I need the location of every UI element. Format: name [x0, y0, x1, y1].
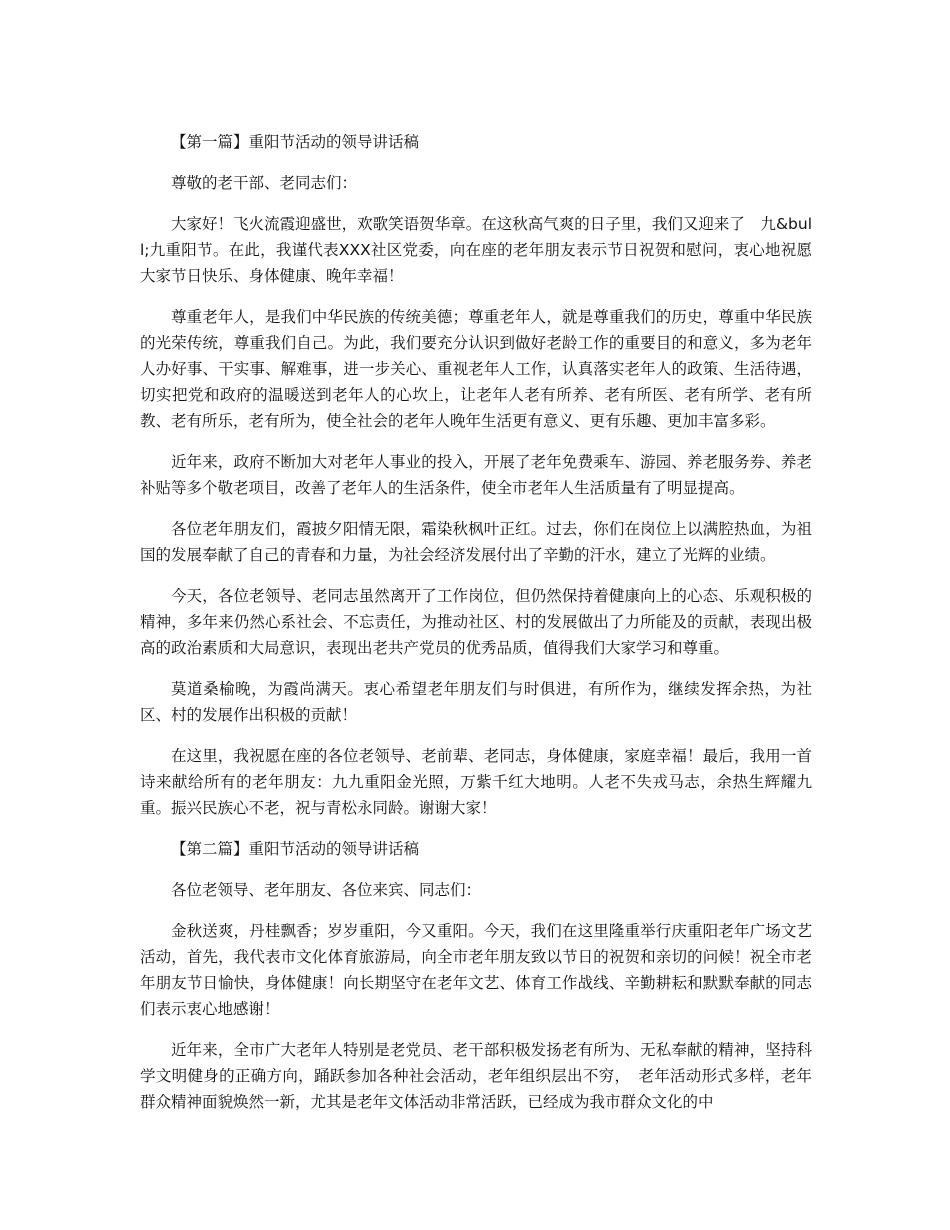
salutation-2: 各位老领导、老年朋友、各位来宾、同志们：: [171, 881, 482, 899]
paragraph: 各位老年朋友们，霞披夕阳情无限，霜染秋枫叶正红。过去，你们在岗位上以满腔热血，为祖国的发展奉献了自己的青春和力量，为社会经济发展付出了辛勤的汗水，建立了光辉的业绩。: [140, 520, 812, 564]
paragraph: 今天，各位老领导、老同志虽然离开了工作岗位，但仍然保持着健康向上的心态、乐观积极的精神，多年来仍然心系社会、不忘责任，为推动社区、村的发展做出了力所能及的贡献，表现出极高的政治素质和大局意识，表现出老共产党员的优秀品质，值得我们大家学习和尊重。: [140, 587, 812, 657]
paragraph: 尊重老年人，是我们中华民族的传统美德；尊重老年人，就是尊重我们的历史，尊重中华民族的光荣传统，尊重我们自己。为此，我们要充分认识到做好老龄工作的重要目的和意义，多为老年人办好事、干实事、解难事，进一步关心、重视老年人工作，认真落实老年人的政策、生活待遇，切实把党和政府的温暖送到老年人的心坎上，让老年人老有所养、老有所医、老有所学、老有所教、老有所乐，老有所为，使全社会的老年人晚年生活更有意义、更有乐趣、更加丰富多彩。: [140, 308, 812, 430]
paragraph: 近年来，全市广大老年人特别是老党员、老干部积极发扬老有所为、无私奉献的精神，坚持科学文明健身的正确方向，踊跃参加各种社会活动，老年组织层出不穷， 老年活动形式多样，老年群众精神面貌焕然一新，尤其是老年文体活动非常活跃，已经成为我市群众文化的中: [140, 1041, 812, 1111]
paragraph: 金秋送爽，丹桂飘香；岁岁重阳，今又重阳。今天，我们在这里隆重举行庆重阳老年广场文艺活动，首先，我代表市文化体育旅游局，向全市老年朋友致以节日的祝贺和亲切的问候！祝全市老年朋友节日愉快，身体健康！向长期坚守在老年文艺、体育工作战线、辛勤耕耘和默默奉献的同志们表示衷心地感谢！: [140, 922, 812, 1018]
paragraph: 莫道桑榆晚，为霞尚满天。衷心希望老年朋友们与时俱进，有所作为，继续发挥余热，为社区、村的发展作出积极的贡献！: [140, 680, 812, 724]
document-body: [140, 129, 812, 1130]
paragraph: 大家好！飞火流霞迎盛世，欢歌笑语贺华章。在这秋高气爽的日子里，我们又迎来了 九&bull;九重阳节。在此，我谨代表XXX社区党委，向在座的老年朋友表示节日祝贺和慰问，衷心地祝愿大家节日快乐、身体健康、晚年幸福！: [140, 215, 812, 285]
section-heading-1: 【第一篇】重阳节活动的领导讲话稿: [171, 133, 420, 151]
salutation-1: 尊敬的老干部、老同志们：: [171, 174, 358, 192]
paragraph: 近年来，政府不断加大对老年人事业的投入，开展了老年免费乘车、游园、养老服务券、养老补贴等多个敬老项目，改善了老年人的生活条件，使全市老年人生活质量有了明显提高。: [140, 453, 812, 497]
section-heading-2: 【第二篇】重阳节活动的领导讲话稿: [171, 840, 420, 858]
paragraph: 在这里，我祝愿在座的各位老领导、老前辈、老同志，身体健康，家庭幸福！最后，我用一首诗来献给所有的老年朋友：九九重阳金光照，万紫千红大地明。人老不失戎马志，余热生辉耀九重。振兴民族心不老，祝与青松永同龄。谢谢大家！: [140, 747, 812, 817]
